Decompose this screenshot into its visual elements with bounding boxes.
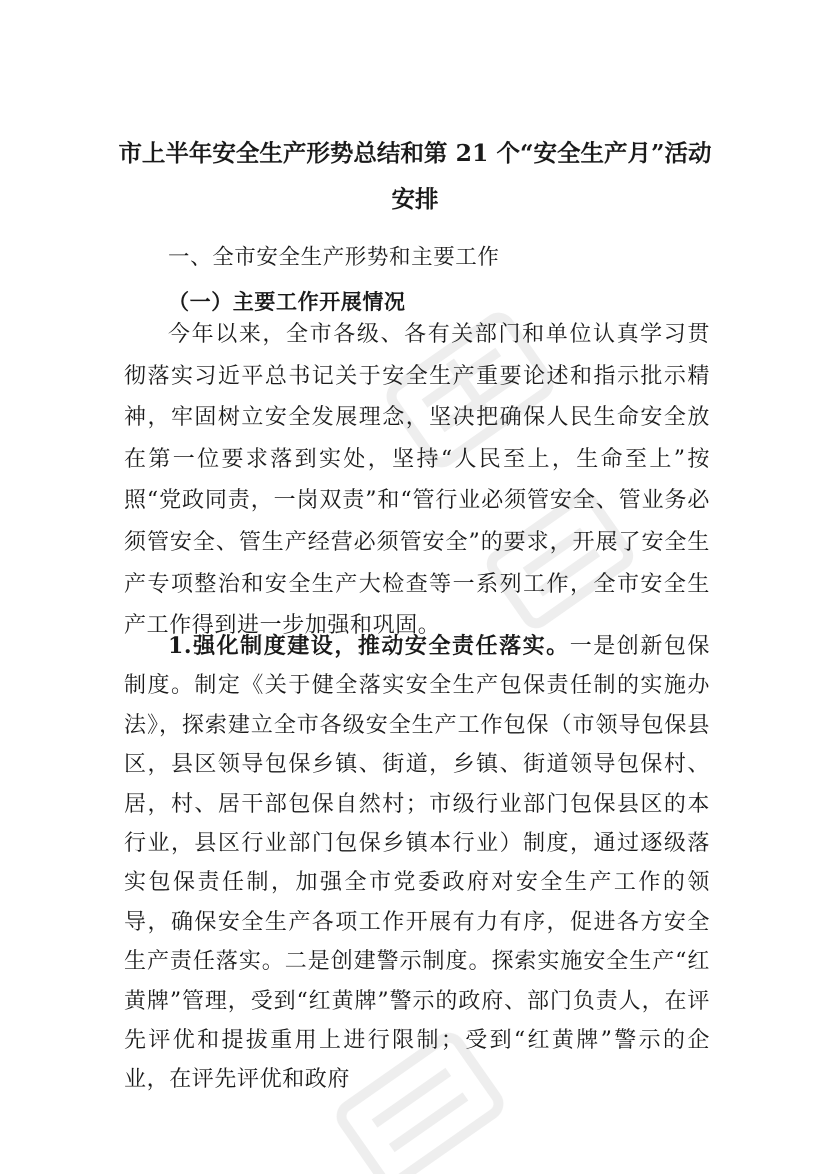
paragraph-item-1-lead: 1.强化制度建设，推动安全责任落实。 bbox=[168, 633, 570, 659]
subsection-heading: （一）主要工作开展情况 bbox=[168, 289, 406, 314]
paragraph-item-1 bbox=[124, 627, 710, 1100]
document-title bbox=[110, 130, 720, 222]
title-line-2: 安排 bbox=[391, 185, 439, 213]
paragraph-item-1-body: 一是创新包保制度。制定《关于健全落实安全生产包保责任制的实施办法》，探索建立全市各级安全生产工作包保（市领导包保县区，县区领导包保乡镇、街道，乡镇、街道领导包保村、居，村、居干部包保自然村；市级行业部门包保县区的本行业，县区行业部门包保乡镇本行业）制度，通过逐级落实包保责任制，加强全市党委政府对安全生产工作的领导，确保安全生产各项工作开展有力有序，促进各方安全生产责任落实。二是创建警示制度。探索实施安全生产“红黄牌”管理，受到“红黄牌”警示的政府、部门负责人，在评先评优和提拔重用上进行限制；受到“红黄牌”警示的企业，在评先评优和政府 bbox=[124, 634, 710, 1093]
section-heading: 一、全市安全生产形势和主要工作 bbox=[168, 245, 500, 270]
title-line-1: 市上半年安全生产形势总结和第 21 个“安全生产月”活动 bbox=[118, 139, 712, 167]
paragraph-intro: 今年以来，全市各级、各有关部门和单位认真学习贯彻落实习近平总书记关于安全生产重要论述和指示批示精神，牢固树立安全发展理念，坚决把确保人民生命安全放在第一位要求落到实处，坚持“人民至上，生命至上”按照“党政同责，一岗双责”和“管行业必须管安全、管业务必须管安全、管生产经营必须管安全”的要求，开展了安全生产专项整治和安全生产大检查等一系列工作，全市安全生产工作得到进一步加强和巩固。 bbox=[124, 322, 710, 639]
